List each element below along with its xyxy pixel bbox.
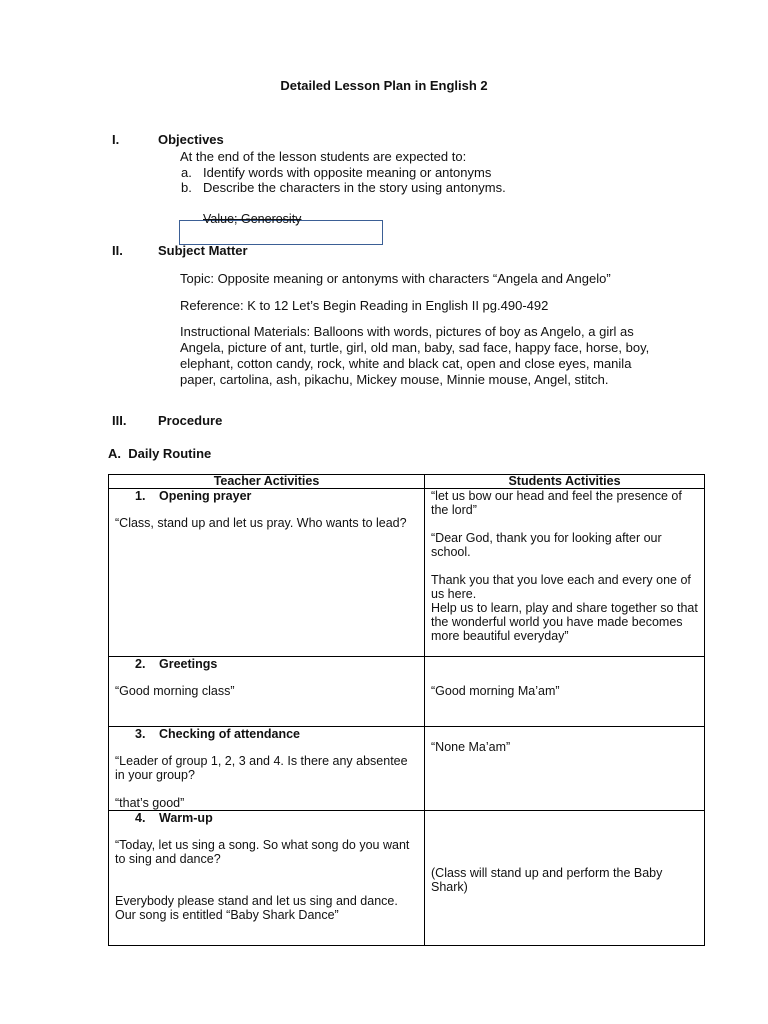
table-row [109, 811, 705, 946]
student-line: “Dear God, thank you for looking after our school. [431, 531, 662, 559]
activity-label: 4. Warm-up [135, 811, 213, 825]
teacher-cell [109, 727, 425, 811]
page-title: Detailed Lesson Plan in English 2 [280, 78, 488, 93]
table-row [109, 489, 705, 657]
procedure-heading: Procedure [158, 413, 223, 428]
teacher-line: “Leader of group 1, 2, 3 and 4. Is there any absentee in your group? [115, 754, 408, 782]
teacher-line: Everybody please stand and let us sing and dance. Our song is entitled “Baby Shark Dance” [115, 894, 398, 922]
teacher-activities-header: Teacher Activities [109, 475, 425, 489]
student-cell [425, 727, 705, 811]
student-line: (Class will stand up and perform the Baby Shark) [431, 866, 663, 894]
subject-matter-heading: Subject Matter [158, 243, 248, 258]
reference-line: Reference: K to 12 Let’s Begin Reading in English II pg.490-492 [180, 298, 549, 313]
daily-routine-heading: A. Daily Routine [108, 446, 212, 461]
teacher-cell [109, 811, 425, 946]
student-cell [425, 811, 705, 946]
teacher-line: “that’s good” [115, 796, 185, 810]
students-activities-header: Students Activities [425, 475, 705, 489]
table-row [109, 657, 705, 727]
table-row [109, 727, 705, 811]
topic-line: Topic: Opposite meaning or antonyms with characters “Angela and Angelo” [180, 271, 611, 286]
teacher-cell [109, 657, 425, 727]
student-cell [425, 657, 705, 727]
teacher-cell [109, 489, 425, 657]
student-line: “None Ma’am” [431, 740, 511, 754]
value-text: Value; Generosity [203, 212, 302, 226]
table-header-row [109, 475, 705, 489]
student-line: “let us bow our head and feel the presence of the lord” [431, 489, 682, 517]
objective-marker-a: a. [181, 165, 192, 180]
student-line: Thank you that you love each and every one of us here. [431, 573, 691, 601]
objectives-intro: At the end of the lesson students are expected to: [180, 149, 467, 164]
student-cell [425, 489, 705, 657]
activity-label: 1. Opening prayer [135, 489, 252, 503]
activity-label: 2. Greetings [135, 657, 218, 671]
subject-matter-numeral: II. [112, 243, 123, 258]
objectives-heading: Objectives [158, 132, 224, 147]
instructional-materials: Instructional Materials: Balloons with words, pictures of boy as Angelo, a girl as Angela, picture of ant, turtle, girl, old man, baby, sad face, happy face, horse, boy, elephant, cotton candy, rock, white and black cat, open and close eyes, manila paper, cartolina, ash, pikachu, Mickey mouse, Minnie mouse, Angel, stitch. [180, 324, 650, 387]
student-line: Help us to learn, play and share together so that the wonderful world you have made becomes more beautiful everyday” [431, 601, 698, 643]
procedure-numeral: III. [112, 413, 127, 428]
student-line: “Good morning Ma’am” [431, 684, 560, 698]
objective-item-a: Identify words with opposite meaning or antonyms [203, 165, 492, 180]
teacher-line: “Good morning class” [115, 684, 235, 698]
objectives-numeral: I. [112, 132, 120, 147]
objective-item-b: Describe the characters in the story using antonyms. [203, 180, 506, 195]
objective-marker-b: b. [181, 180, 192, 195]
teacher-line: “Class, stand up and let us pray. Who wants to lead? [115, 516, 407, 530]
teacher-line: “Today, let us sing a song. So what song do you want to sing and dance? [115, 838, 410, 866]
activity-label: 3. Checking of attendance [135, 727, 300, 741]
daily-routine-table [108, 474, 705, 946]
